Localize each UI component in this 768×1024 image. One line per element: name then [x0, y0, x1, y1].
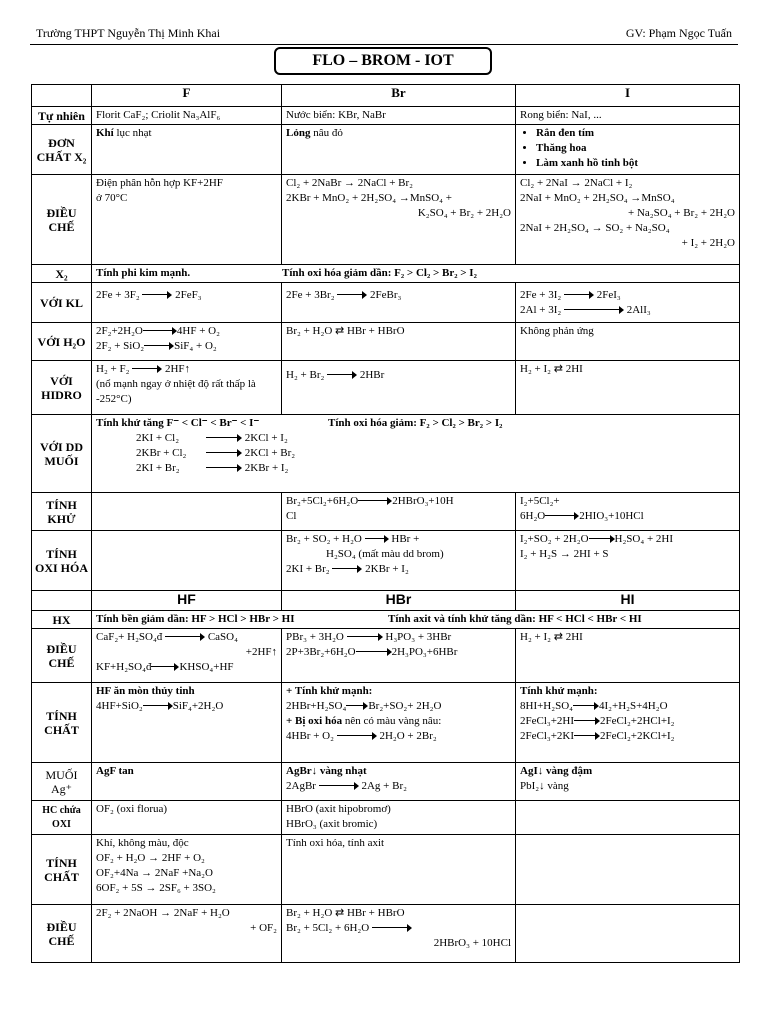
- line: K₂SO₄ + Br₂ + 2H₂O: [417, 207, 511, 219]
- text: 2F₂+2H₂O: [96, 325, 143, 337]
- text: PBr₃ + 3H₂O: [286, 631, 344, 643]
- text: SiF₄+2H₂O: [172, 700, 224, 712]
- text: Br₂ + H₂O: [286, 907, 333, 919]
- cell: [92, 415, 740, 493]
- text: 2HF↑: [164, 363, 190, 375]
- line: Điện phân hỗn hợp KF+2HF: [96, 177, 223, 189]
- text: 2Fe + 3F₂: [96, 289, 140, 301]
- text: 2FeCl₃+2HI: [520, 715, 575, 727]
- text: H₂ + I₂: [520, 631, 551, 643]
- line: +2HF↑: [245, 646, 277, 658]
- arrow-icon: [365, 535, 389, 543]
- row-water: [32, 323, 740, 361]
- arrow-icon: [573, 702, 599, 710]
- text: 2FeF₃: [175, 289, 202, 301]
- cell: [516, 361, 740, 415]
- cell: [516, 125, 740, 175]
- arrow-icon: [142, 291, 172, 299]
- col-hf: HF: [92, 591, 282, 611]
- equilibrium-icon: ⇄: [335, 325, 345, 337]
- text: 2FeI₃: [596, 289, 621, 301]
- arrow-icon: [319, 782, 359, 790]
- arrow-icon: [372, 924, 412, 932]
- text: 2FeCl₂+2KCl+I₂: [600, 730, 675, 742]
- cell: [92, 763, 282, 801]
- arrow-icon: [574, 717, 600, 725]
- text: 2AgBr: [286, 780, 316, 792]
- row-preparation: [32, 175, 740, 265]
- row-label: MUỐI Ag⁺: [32, 763, 92, 801]
- cell: [92, 683, 282, 763]
- row-oxy-preparation: [32, 905, 740, 963]
- cell: [92, 361, 282, 415]
- row-label: TÍNH CHẤT: [32, 683, 92, 763]
- col-hbr: HBr: [282, 591, 516, 611]
- line: 2NaI + MnO₂ + 2H₂SO₄ →MnSO₄: [520, 192, 675, 204]
- equilibrium-icon: ⇄: [335, 907, 345, 919]
- line: + I₂ + 2H₂O: [681, 237, 735, 249]
- cell: [516, 493, 740, 531]
- header-row: [32, 85, 740, 107]
- cell: Rong biển: NaI, ...: [516, 107, 740, 125]
- row-label: HC chứa OXI: [32, 801, 92, 835]
- text: 2P+3Br₂+6H₂O: [286, 646, 356, 658]
- text: 2H₂O + 2Br₂: [379, 730, 437, 742]
- text: H₂ + Br₂: [286, 369, 325, 381]
- equilibrium-icon: ⇄: [553, 631, 563, 643]
- line: Khí, không màu, độc: [96, 837, 189, 849]
- arrow-icon: [589, 535, 615, 543]
- row-salt: [32, 415, 740, 493]
- arrow-icon: [574, 732, 600, 740]
- text: 2HI: [565, 363, 583, 375]
- text: CaF₂+ H₂SO₄đ: [96, 631, 163, 643]
- arrow-icon: [337, 732, 377, 740]
- arrow-icon: [564, 291, 594, 299]
- row-label: ĐƠN CHẤT X₂: [32, 125, 92, 175]
- cell: [282, 175, 516, 265]
- text: H₂SO₄ + 2HI: [614, 533, 674, 545]
- text: 2Al + 3I₂: [520, 304, 562, 316]
- list-item: Thăng hoa: [536, 142, 587, 154]
- arrow-icon: [143, 327, 177, 335]
- text: + Bị oxi hóa: [286, 715, 343, 727]
- arrow-icon: [346, 702, 368, 710]
- text: KHSO₄+HF: [179, 661, 234, 673]
- text: 4I₂+H₂S+4H₂O: [599, 700, 668, 712]
- text: AgF tan: [96, 765, 134, 777]
- cell: [516, 801, 740, 835]
- text: Br₂+5Cl₂+6H₂O: [286, 495, 359, 507]
- arrow-icon: [206, 449, 242, 457]
- text: HBr + HBrO: [346, 907, 405, 919]
- text: AgI↓ vàng đậm: [520, 765, 593, 777]
- text: HBr +: [391, 533, 420, 545]
- line: Cl₂ + 2NaBr → 2NaCl + Br₂: [286, 177, 414, 189]
- cell: [282, 801, 516, 835]
- text: Br₂ + 5Cl₂ + 6H₂O: [286, 922, 370, 934]
- row-natural: [32, 107, 740, 125]
- arrow-icon: [143, 702, 173, 710]
- arrow-icon: [347, 633, 383, 641]
- arrow-icon: [132, 365, 162, 373]
- text: 2KCl + I₂: [244, 432, 288, 444]
- text: 2HIO₃+10HCl: [579, 510, 644, 522]
- text: 2Fe + 3Br₂: [286, 289, 335, 301]
- cell: [282, 493, 516, 531]
- text: 2Fe + 3I₂: [520, 289, 562, 301]
- text: I₂+SO₂ + 2H₂O: [520, 533, 589, 545]
- line: + Na₂SO₄ + Br₂ + 2H₂O: [628, 207, 735, 219]
- row-label: X₂: [32, 265, 92, 283]
- cell: [282, 125, 516, 175]
- cell: [92, 283, 282, 323]
- text: Br₂+SO₂+ 2H₂O: [368, 700, 442, 712]
- text: 2HBrO₃+10H: [392, 495, 454, 507]
- row-x2: [32, 265, 740, 283]
- col-hi: HI: [516, 591, 740, 611]
- arrow-icon: [144, 342, 174, 350]
- text: HF ăn mòn thủy tinh: [96, 685, 195, 697]
- row-label: TÍNH KHỬ: [32, 493, 92, 531]
- text: Tính khử mạnh:: [520, 685, 598, 697]
- cell: [516, 835, 740, 905]
- text: Tính axit và tính khử tăng dần: HF < HCl < HBr < HI: [388, 613, 642, 625]
- text: 2F₂ + SiO₂: [96, 340, 145, 352]
- text: 2KI + Br₂: [286, 563, 330, 575]
- cell: [282, 763, 516, 801]
- cell: [92, 125, 282, 175]
- text: Tính oxi hóa giảm dần: F₂ > Cl₂ > Br₂ > I₂: [282, 267, 477, 279]
- text: nên có màu vàng nâu:: [342, 715, 442, 727]
- cell: [92, 629, 282, 683]
- line: (nổ mạnh ngay ở nhiệt độ rất thấp là -252°C): [96, 378, 256, 405]
- text: 2HBr+H₂SO₄: [286, 700, 347, 712]
- text: Tính oxi hóa giảm: F₂ > Cl₂ > Br₂ > I₂: [328, 417, 503, 429]
- row-hx-preparation: [32, 629, 740, 683]
- arrow-icon: [545, 512, 579, 520]
- cell: Florit CaF₂; Criolit Na₃AlF₆: [92, 107, 282, 125]
- row-label: VỚI H₂O: [32, 323, 92, 361]
- row-oxy-properties: [32, 835, 740, 905]
- line: 2HBrO₃ + 10HCl: [433, 937, 511, 949]
- arrow-icon: [337, 291, 367, 299]
- cell: [92, 531, 282, 591]
- school-name: Trường THPT Nguyễn Thị Minh Khai: [36, 26, 221, 40]
- row-metal: [32, 283, 740, 323]
- col-br: Br: [282, 85, 516, 107]
- cell: [516, 283, 740, 323]
- arrow-icon: [206, 434, 242, 442]
- text: SiF₄ + O₂: [174, 340, 217, 352]
- text: 2AlI₃: [626, 304, 651, 316]
- text: Khí: [96, 127, 114, 139]
- cell: [282, 283, 516, 323]
- text: 8HI+H₂SO₄: [520, 700, 573, 712]
- arrow-icon: [206, 464, 242, 472]
- page-header: [36, 26, 732, 42]
- arrow-icon: [151, 663, 179, 671]
- text: AgBr↓ vàng nhạt: [286, 765, 367, 777]
- col-i: I: [516, 85, 740, 107]
- line: 2F₂ + 2NaOH → 2NaF + H₂O: [96, 907, 230, 919]
- cell: [92, 323, 282, 361]
- arrow-icon: [356, 648, 392, 656]
- text: 2KI + Cl₂: [136, 432, 180, 444]
- text: H₂ + F₂: [96, 363, 130, 375]
- arrow-icon: [327, 371, 357, 379]
- text: nâu đỏ: [310, 127, 343, 139]
- row-hydrogen: [32, 361, 740, 415]
- text: 4HBr + O₂: [286, 730, 334, 742]
- line: 2NaI + 2H₂SO₄ → SO₂ + Na₂SO₄: [520, 222, 670, 234]
- line: HBrO₃ (axit bromic): [286, 818, 378, 830]
- row-hx-properties: [32, 683, 740, 763]
- cell: [282, 683, 516, 763]
- cell: Nước biển: KBr, NaBr: [282, 107, 516, 125]
- text: 2HBr: [359, 369, 385, 381]
- cell: [92, 493, 282, 531]
- text: Tính bền giảm dần: HF > HCl > HBr > HI: [96, 613, 295, 625]
- cell: [282, 629, 516, 683]
- arrow-icon: [564, 306, 624, 314]
- row-reducing: [32, 493, 740, 531]
- list-item: Rắn đen tím: [536, 127, 595, 139]
- cell: [282, 361, 516, 415]
- cell: Không phản ứng: [516, 323, 740, 361]
- col-f: F: [92, 85, 282, 107]
- row-label: TÍNH OXI HÓA: [32, 531, 92, 591]
- text: 2Ag + Br₂: [361, 780, 407, 792]
- row-label: VỚI KL: [32, 283, 92, 323]
- row-label: ĐIỀU CHẾ: [32, 629, 92, 683]
- text: 2H₃PO₃+6HBr: [391, 646, 458, 658]
- text: 6H₂O: [520, 510, 546, 522]
- line: + OF₂: [250, 922, 277, 934]
- line: ở 70°C: [96, 192, 128, 204]
- text: 2HI: [565, 631, 583, 643]
- line: HBrO (axit hipobromơ): [286, 803, 391, 815]
- text: Tính khử tăng F⁻ < Cl⁻ < Br⁻ < I⁻: [96, 417, 260, 429]
- text: 4HF+SiO₂: [96, 700, 143, 712]
- hx-header-row: [32, 591, 740, 611]
- line: Cl₂ + 2NaI → 2NaCl + I₂: [520, 177, 633, 189]
- text: 2KBr + I₂: [365, 563, 409, 575]
- list-item: Làm xanh hồ tinh bột: [536, 157, 639, 169]
- row-label: HX: [32, 611, 92, 629]
- cell: Tính oxi hóa, tính axit: [282, 835, 516, 905]
- cell: [282, 531, 516, 591]
- line: OF₂ + H₂O → 2HF + O₂: [96, 852, 205, 864]
- text: 4HF + O₂: [176, 325, 220, 337]
- text: CaSO₄: [207, 631, 238, 643]
- cell: [92, 175, 282, 265]
- cell: [92, 611, 740, 629]
- text: 2KCl + Br₂: [244, 447, 296, 459]
- cell: [516, 763, 740, 801]
- cell: [92, 265, 740, 283]
- line: OF₂+4Na → 2NaF +Na₂O: [96, 867, 213, 879]
- row-hx: [32, 611, 740, 629]
- text: Br₂ + SO₂ + H₂O: [286, 533, 362, 545]
- row-label: Tự nhiên: [32, 107, 92, 125]
- equilibrium-icon: ⇄: [553, 363, 563, 375]
- row-element: [32, 125, 740, 175]
- row-label: ĐIỀU CHẾ: [32, 175, 92, 265]
- cell: [516, 905, 740, 963]
- cell: OF₂ (oxi florua): [92, 801, 282, 835]
- row-label: TÍNH CHẤT: [32, 835, 92, 905]
- arrow-icon: [165, 633, 205, 641]
- cell: [516, 683, 740, 763]
- line: Cl: [286, 510, 297, 522]
- line: 6OF₂ + 5S → 2SF₆ + 3SO₂: [96, 882, 216, 894]
- cell: [516, 629, 740, 683]
- text: H₂SO₄ (mất màu dd brom): [326, 548, 444, 560]
- summary-table: [31, 84, 740, 963]
- text: 2KBr + I₂: [244, 462, 289, 474]
- cell: [92, 905, 282, 963]
- row-oxidizing: [32, 531, 740, 591]
- arrow-icon: [358, 497, 392, 505]
- line: 2KBr + MnO₂ + 2H₂SO₄ →MnSO₄ +: [286, 192, 452, 204]
- cell: [282, 323, 516, 361]
- header-rule: [30, 44, 738, 45]
- text: H₂ + I₂: [520, 363, 551, 375]
- teacher-name: GV: Phạm Ngọc Tuấn: [625, 26, 732, 40]
- text: 2FeCl₂+2HCl+I₂: [600, 715, 675, 727]
- text: 2KBr + Cl₂: [136, 447, 187, 459]
- text: + Tính khử mạnh:: [286, 685, 373, 697]
- text: HBr + HBrO: [346, 325, 405, 337]
- text: Br₂ + H₂O: [286, 325, 333, 337]
- cell: [92, 835, 282, 905]
- text: Tính phi kim mạnh.: [96, 267, 191, 279]
- row-label: VỚI HIDRO: [32, 361, 92, 415]
- line: I₂ + H₂S → 2HI + S: [520, 548, 609, 560]
- row-oxyacid: [32, 801, 740, 835]
- row-label: ĐIỀU CHẾ: [32, 905, 92, 963]
- line: PbI₂↓ vàng: [520, 780, 569, 792]
- cell: [516, 531, 740, 591]
- row-silver-salt: [32, 763, 740, 801]
- text: 2FeCl₃+2KI: [520, 730, 575, 742]
- text: 2KI + Br₂: [136, 462, 180, 474]
- cell: [282, 905, 516, 963]
- text: KF+H₂SO₄đ: [96, 661, 152, 673]
- text: lục nhạt: [113, 127, 152, 139]
- cell: [516, 175, 740, 265]
- row-label: VỚI DD MUỐI: [32, 415, 92, 493]
- text: 2FeBr₃: [370, 289, 402, 301]
- page-title: FLO – BROM - IOT: [274, 47, 492, 75]
- line: I₂+5Cl₂+: [520, 495, 560, 507]
- text: H₃PO₃ + 3HBr: [385, 631, 452, 643]
- text: Lỏng: [286, 127, 311, 139]
- arrow-icon: [332, 565, 362, 573]
